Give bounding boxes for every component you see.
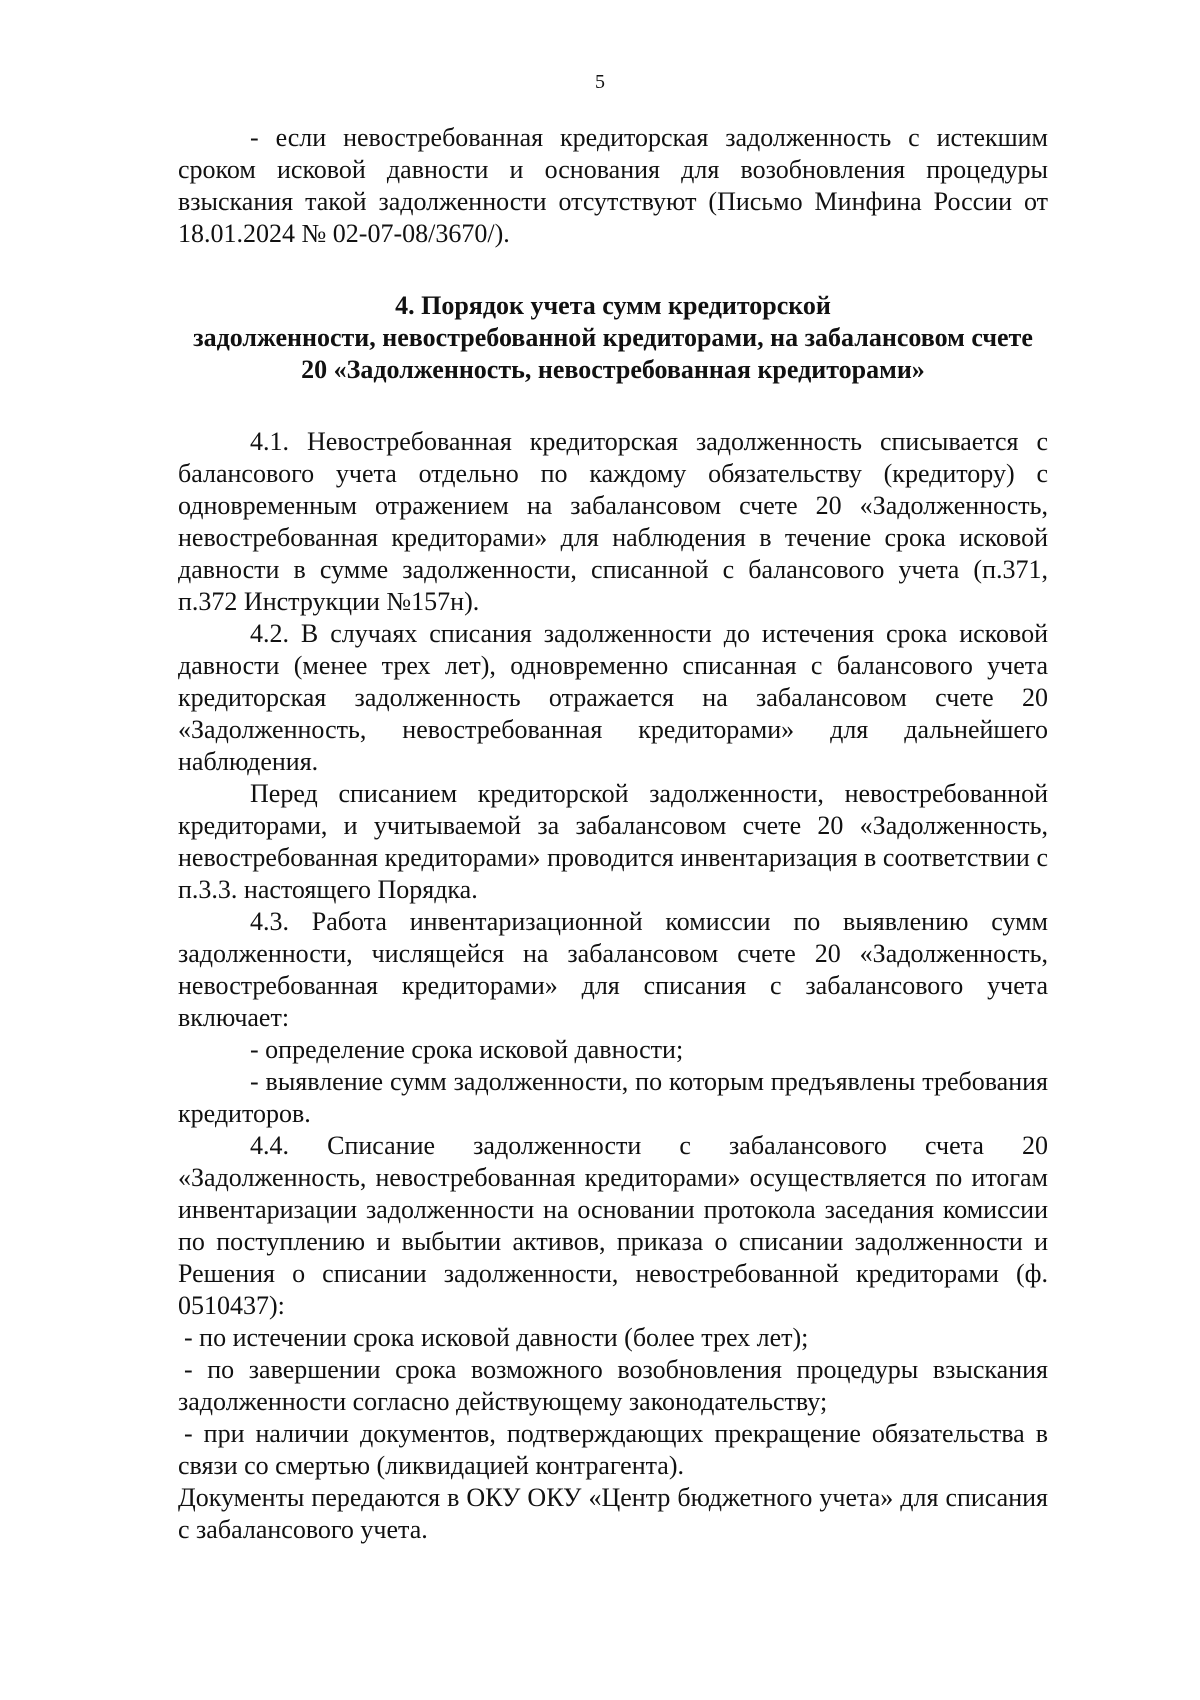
intro-paragraph: - если невостребованная кредиторская задолженность с истекшим сроком исковой давности и основания для возобновления процедуры взыскания такой задолженности отсутствуют (Письмо Минфина России от 18.01.2024 № 02-07-08/3670/). xyxy=(178,123,1048,248)
paragraph-4-2: 4.2. В случаях списания задолженности до истечения срока исковой давности (менее трех лет), одновременно списанная с балансового учета кредиторская задолженность отражается на забалансовом счете 20 «Задолженность, невостребованная кредиторами» для дальнейшего наблюдения. xyxy=(178,619,1048,776)
paragraph-4-1: 4.1. Невостребованная кредиторская задолженность списывается с балансового учета отдельно по каждому обязательству (кредитору) с одновременным отражением на забалансовом счете 20 «Задолженность, невостребованная кредиторами» для наблюдения в течение срока исковой давности в сумме задолженности, списанной с балансового учета (п.371, п.372 Инструкции №157н). xyxy=(178,427,1048,616)
paragraph-4-4: 4.4. Списание задолженности с забалансового счета 20 «Задолженность, невостребованная кредиторами» осуществляется по итогам инвентаризации задолженности на основании протокола заседания комиссии по поступлению и выбытии активов, приказа о списании задолженности и Решения о списании задолженности, невостребованной кредиторами (ф. 0510437): xyxy=(178,1131,1048,1320)
paragraph-4-4-item-1: - по истечении срока исковой давности (более трех лет); xyxy=(184,1323,809,1352)
paragraph-4-3-item-1: - определение срока исковой давности; xyxy=(250,1035,684,1064)
section-title-line-3: 20 «Задолженность, невостребованная кредиторами» xyxy=(301,355,925,384)
paragraph-4-2-inventory: Перед списанием кредиторской задолженности, невостребованной кредиторами, и учитываемой за забалансовом счете 20 «Задолженность, невостребованная кредиторами» проводится инвентаризация в соответствии с п.3.3. настоящего Порядка. xyxy=(178,779,1048,904)
paragraph-4-4-item-3: - при наличии документов, подтверждающих прекращение обязательства в связи со смертью (ликвидацией контрагента). xyxy=(178,1419,1048,1480)
closing-paragraph: Документы передаются в ОКУ ОКУ «Центр бюджетного учета» для списания с забалансового учета. xyxy=(178,1483,1048,1544)
section-title-line-2: задолженности, невостребованной кредиторами, на забалансовом счете xyxy=(193,323,1033,352)
paragraph-4-3: 4.3. Работа инвентаризационной комиссии по выявлению сумм задолженности, числящейся на забалансовом счете 20 «Задолженность, невостребованная кредиторами» для списания с забалансового учета включает: xyxy=(178,907,1048,1032)
paragraph-4-3-item-2: - выявление сумм задолженности, по которым предъявлены требования кредиторов. xyxy=(178,1067,1048,1128)
section-title-line-1: 4. Порядок учета сумм кредиторской xyxy=(395,291,831,320)
page-number: 5 xyxy=(595,71,605,93)
section-heading xyxy=(178,290,1048,386)
paragraph-4-4-item-2: - по завершении срока возможного возобновления процедуры взыскания задолженности согласно действующему законодательству; xyxy=(178,1355,1048,1416)
document-body xyxy=(178,122,1048,1546)
